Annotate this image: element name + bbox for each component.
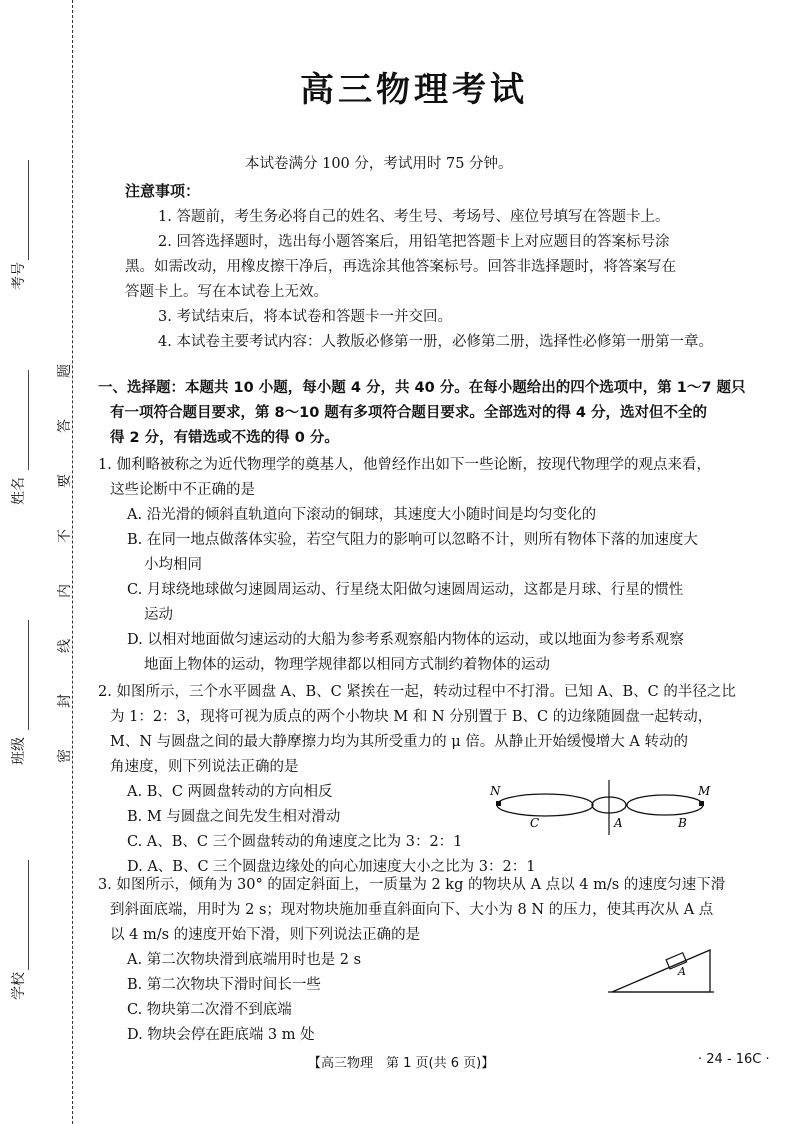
- question-stem: 到斜面底端，用时为 2 s；现对物块施加垂直斜面向下、大小为 8 N 的压力，使其再次从 A 点: [110, 902, 714, 918]
- option-b: B. 在同一地点做落体实验，若空气阻力的影响可以忽略不计，则所有物体下落的加速度大: [127, 532, 698, 548]
- xingming-blank-line: [28, 370, 29, 470]
- section-instruction: 一、选择题：本题共 10 小题，每小题 4 分，共 40 分。在每小题给出的四个选项中，第 1～7 题只: [98, 380, 746, 396]
- notice-line: 答题卡上。写在本试卷上无效。: [125, 284, 328, 300]
- question-stem: 这些论断中不正确的是: [110, 482, 255, 498]
- option-a: A. 沿光滑的倾斜直轨道向下滚动的铜球，其速度大小随时间是均匀变化的: [127, 507, 597, 523]
- option-d: D. 物块会停在距底端 3 m 处: [127, 1027, 315, 1043]
- question-stem: 3. 如图所示，倾角为 30° 的固定斜面上，一质量为 2 kg 的物块从 A 点以 4 m/s 的速度匀速下滑: [98, 877, 726, 893]
- option-b: B. M 与圆盘之间先发生相对滑动: [127, 809, 341, 825]
- block-n: [496, 801, 501, 806]
- option-c: C. 月球绕地球做匀速圆周运动、行星绕太阳做匀速圆周运动，这都是月球、行星的惯性: [127, 582, 684, 598]
- binding-margin: [0, 0, 90, 1124]
- label-a: A: [678, 965, 686, 978]
- seal-char: 不: [57, 529, 73, 543]
- label-xingming: 姓名: [11, 477, 27, 505]
- xuexiao-blank-line: [28, 860, 29, 970]
- seal-char: 封: [57, 694, 73, 708]
- banji-blank-line: [28, 620, 29, 730]
- question-stem: 1. 伽利略被称之为近代物理学的奠基人，他曾经作出如下一些论断，按现代物理学的观点来看，: [98, 457, 711, 473]
- block-m: [699, 801, 704, 806]
- seal-char: 要: [57, 474, 73, 488]
- notice-heading: 注意事项：: [125, 182, 201, 200]
- exam-code: · 24 - 16C ·: [698, 1052, 770, 1067]
- label-xuexiao: 学校: [11, 972, 27, 1000]
- question-stem: M、N 与圆盘之间的最大静摩擦力均为其所受重力的 μ 倍。从静止开始缓慢增大 A 转动的: [110, 734, 688, 750]
- question-stem: 2. 如图所示，三个水平圆盘 A、B、C 紧挨在一起，转动过程中不打滑。已知 A、B、C 的半径之比: [98, 684, 736, 700]
- option-c: C. A、B、C 三个圆盘转动的角速度之比为 3：2：1: [127, 834, 463, 850]
- notice-line: 1. 答题前，考生务必将自己的姓名、考生号、考场号、座位号填写在答题卡上。: [158, 209, 670, 225]
- label-banji: 班级: [11, 737, 27, 765]
- notice-line: 黑。如需改动，用橡皮擦干净后，再选涂其他答案标号。回答非选择题时，将答案写在: [125, 259, 676, 275]
- option-b-cont: 小均相同: [144, 557, 202, 573]
- kaohao-blank-line: [28, 160, 29, 260]
- label-kaohao: 考号: [11, 262, 27, 290]
- incline-figure: [608, 942, 718, 998]
- notice-line: 4. 本试卷主要考试内容：人教版必修第一册，必修第二册，选择性必修第一册第一章。: [158, 334, 713, 350]
- option-a: A. B、C 两圆盘转动的方向相反: [127, 784, 333, 800]
- page-title: 高三物理考试: [300, 70, 528, 110]
- option-d: D. 以相对地面做匀速运动的大船为参考系观察船内物体的运动，或以地面为参考系观察: [127, 632, 684, 648]
- page-footer: 【高三物理 第 1 页(共 6 页)】: [308, 1056, 495, 1071]
- notice-line: 3. 考试结束后，将本试卷和答题卡一并交回。: [158, 309, 452, 325]
- label-a: A: [614, 816, 623, 830]
- option-c-cont: 运动: [144, 607, 173, 623]
- label-n: N: [490, 784, 501, 798]
- notice-line: 2. 回答选择题时，选出每小题答案后，用铅笔把答题卡上对应题目的答案标号涂: [158, 234, 670, 250]
- label-m: M: [698, 784, 711, 798]
- section-instruction: 得 2 分，有错选或不选的得 0 分。: [110, 430, 339, 446]
- exam-subtitle: 本试卷满分 100 分，考试用时 75 分钟。: [245, 156, 513, 172]
- option-d: D. A、B、C 三个圆盘边缘处的向心加速度大小之比为 3：2：1: [127, 859, 536, 875]
- incline: [612, 950, 710, 992]
- question-stem: 角速度，则下列说法正确的是: [110, 759, 299, 775]
- disk-figure: [488, 775, 718, 845]
- question-stem: 以 4 m/s 的速度开始下滑，则下列说法正确的是: [110, 927, 421, 943]
- label-c: C: [530, 816, 540, 830]
- seal-char: 密: [57, 749, 73, 763]
- disk-b: [627, 795, 703, 815]
- disk-c: [497, 794, 593, 816]
- seal-char: 题: [57, 364, 73, 378]
- section-instruction: 有一项符合题目要求，第 8～10 题有多项符合题目要求。全部选对的得 4 分，选对但不全的: [110, 405, 708, 421]
- seal-char: 答: [57, 419, 73, 433]
- option-d-cont: 地面上物体的运动，物理学规律都以相同方式制约着物体的运动: [144, 657, 550, 673]
- option-a: A. 第二次物块滑到底端用时也是 2 s: [127, 952, 362, 968]
- label-b: B: [678, 816, 687, 830]
- option-c: C. 物块第二次滑不到底端: [127, 1002, 292, 1018]
- option-b: B. 第二次物块下滑时间长一些: [127, 977, 321, 993]
- seal-char: 线: [57, 639, 73, 653]
- seal-dashed-line: [72, 0, 74, 1124]
- seal-char: 内: [57, 584, 73, 598]
- question-stem: 为 1：2：3，现将可视为质点的两个小物块 M 和 N 分别置于 B、C 的边缘随圆盘一起转动，: [110, 709, 713, 725]
